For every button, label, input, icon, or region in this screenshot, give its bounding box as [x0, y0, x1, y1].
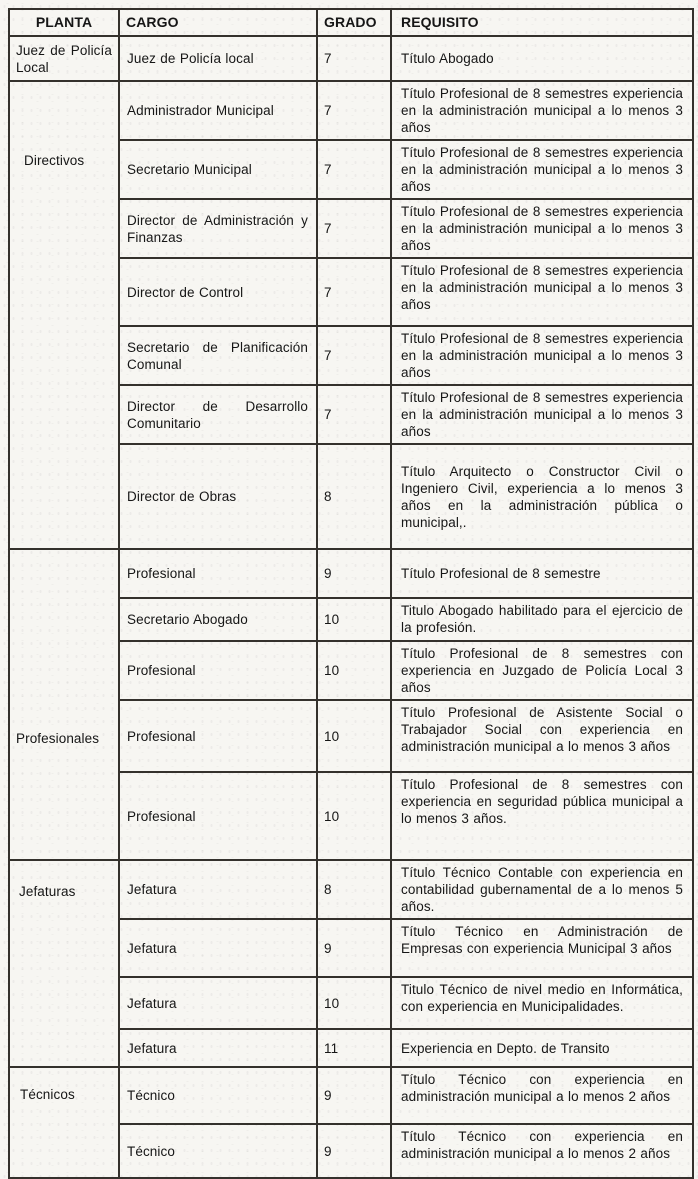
requisito-cell: Título Arquitecto o Constructor Civil o Ingeniero Civil, experiencia a lo menos 3 años en la administración pública o municipal,.: [391, 444, 693, 549]
requisito-cell: Título Técnico Contable con experiencia en contabilidad gubernamental de a lo menos 5 años.: [391, 860, 693, 919]
cargo-cell: Profesional: [119, 549, 317, 598]
header-requisito: REQUISITO: [391, 9, 693, 36]
cargo-cell: Director de Administración y Finanzas: [119, 199, 317, 258]
cargo-cell: Profesional: [119, 700, 317, 772]
grado-cell: 8: [317, 860, 391, 919]
positions-table: [8, 8, 694, 1179]
cargo-cell: Jefatura: [119, 1029, 317, 1067]
cargo-cell: Director de Desarrollo Comunitario: [119, 385, 317, 444]
header-cargo: CARGO: [119, 9, 317, 36]
requisito-cell: Titulo Abogado habilitado para el ejercicio de la profesión.: [391, 598, 693, 641]
requisito-cell: Título Profesional de 8 semestres con experiencia en seguridad pública municipal a lo menos 3 años.: [391, 772, 693, 860]
cargo-cell: Técnico: [119, 1067, 317, 1124]
cargo-cell: Secretario Abogado: [119, 598, 317, 641]
cargo-cell: Jefatura: [119, 919, 317, 977]
requisito-cell: Título Profesional de 8 semestres experiencia en la administración municipal a lo menos 3 años: [391, 199, 693, 258]
grado-cell: 10: [317, 598, 391, 641]
table-row: [9, 81, 693, 140]
cargo-cell: Profesional: [119, 641, 317, 700]
cargo-cell: Secretario Municipal: [119, 140, 317, 199]
cargo-cell: Administrador Municipal: [119, 81, 317, 140]
table-row: [9, 36, 693, 81]
grado-cell: 9: [317, 919, 391, 977]
grado-cell: 7: [317, 81, 391, 140]
requisito-cell: Título Profesional de 8 semestres experiencia en la administración municipal a lo menos 3 años: [391, 385, 693, 444]
grado-cell: 7: [317, 258, 391, 326]
planta-cell: Profesionales: [9, 549, 119, 860]
planta-cell: Juez de Policía Local: [9, 36, 119, 81]
requisito-cell: Título Profesional de 8 semestres con experiencia en Juzgado de Policía Local 3 años: [391, 641, 693, 700]
requisito-cell: Título Profesional de Asistente Social o Trabajador Social con experiencia en administración municipal a lo menos 3 años: [391, 700, 693, 772]
grado-cell: 10: [317, 641, 391, 700]
grado-cell: 11: [317, 1029, 391, 1067]
requisito-cell: Título Profesional de 8 semestres experiencia en la administración municipal a lo menos 3 años: [391, 140, 693, 199]
grado-cell: 10: [317, 977, 391, 1029]
requisito-cell: Titulo Técnico de nivel medio en Informática, con experiencia en Municipalidades.: [391, 977, 693, 1029]
cargo-cell: Director de Obras: [119, 444, 317, 549]
cargo-cell: Técnico: [119, 1124, 317, 1178]
table-row: [9, 860, 693, 919]
planta-cell: Técnicos: [9, 1067, 119, 1178]
grado-cell: 9: [317, 1124, 391, 1178]
requisito-cell: Título Profesional de 8 semestre: [391, 549, 693, 598]
table-row: [9, 1067, 693, 1124]
requisito-cell: Título Profesional de 8 semestres experiencia en la administración municipal a lo menos 3 años: [391, 326, 693, 385]
grado-cell: 7: [317, 199, 391, 258]
planta-cell: Directivos: [9, 81, 119, 549]
grado-cell: 8: [317, 444, 391, 549]
grado-cell: 10: [317, 772, 391, 860]
cargo-cell: Juez de Policía local: [119, 36, 317, 81]
cargo-cell: Profesional: [119, 772, 317, 860]
grado-cell: 7: [317, 36, 391, 81]
grado-cell: 10: [317, 700, 391, 772]
grado-cell: 7: [317, 140, 391, 199]
table-header-row: [9, 9, 693, 36]
requisito-cell: Experiencia en Depto. de Transito: [391, 1029, 693, 1067]
cargo-cell: Jefatura: [119, 860, 317, 919]
grado-cell: 7: [317, 385, 391, 444]
requisito-cell: Título Profesional de 8 semestres experiencia en la administración municipal a lo menos 3 años: [391, 258, 693, 326]
grado-cell: 7: [317, 326, 391, 385]
requisito-cell: Título Técnico con experiencia en administración municipal a lo menos 2 años: [391, 1067, 693, 1124]
cargo-cell: Jefatura: [119, 977, 317, 1029]
table-row: [9, 549, 693, 598]
grado-cell: 9: [317, 1067, 391, 1124]
header-planta: PLANTA: [9, 9, 119, 36]
requisito-cell: Título Técnico con experiencia en administración municipal a lo menos 2 años: [391, 1124, 693, 1178]
header-grado: GRADO: [317, 9, 391, 36]
cargo-cell: Secretario de Planificación Comunal: [119, 326, 317, 385]
requisito-cell: Título Técnico en Administración de Empresas con experiencia Municipal 3 años: [391, 919, 693, 977]
grado-cell: 9: [317, 549, 391, 598]
planta-cell: Jefaturas: [9, 860, 119, 1067]
cargo-cell: Director de Control: [119, 258, 317, 326]
requisito-cell: Título Abogado: [391, 36, 693, 81]
requisito-cell: Título Profesional de 8 semestres experiencia en la administración municipal a lo menos 3 años: [391, 81, 693, 140]
